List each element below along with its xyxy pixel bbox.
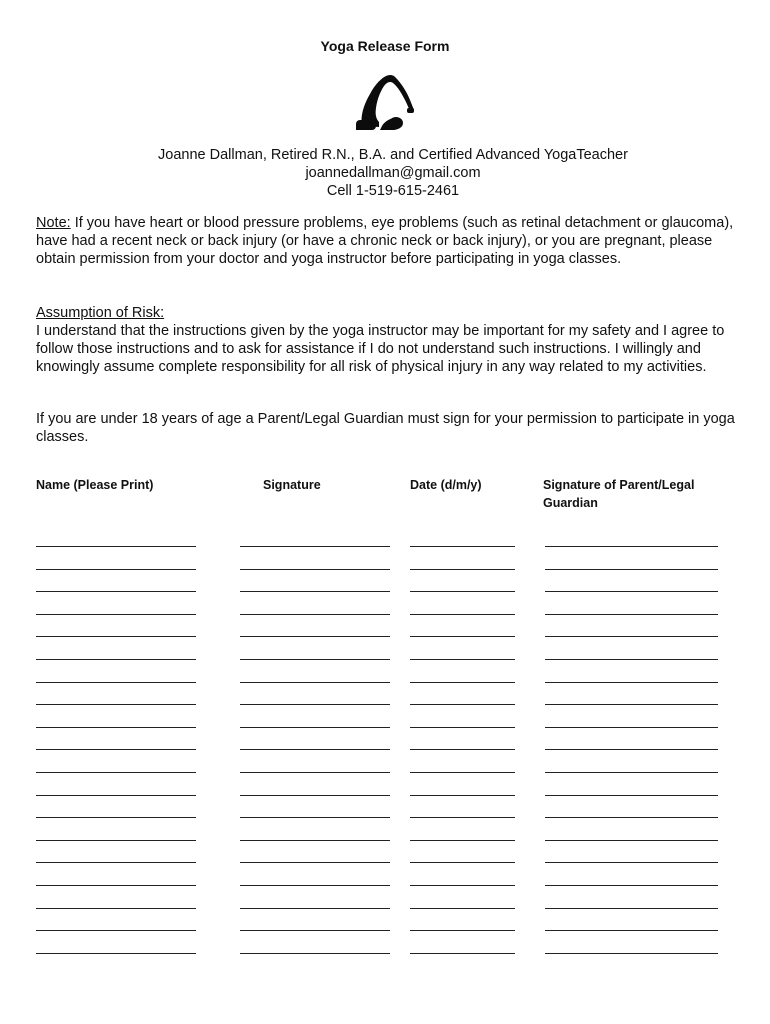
name-field[interactable] [36, 749, 196, 750]
guardian-signature-field[interactable] [545, 885, 718, 886]
guardian-signature-field[interactable] [545, 682, 718, 683]
date-field[interactable] [410, 885, 515, 886]
assumption-text: I understand that the instructions given by the yoga instructor may be important for my safety and I agree to follow those instructions and to ask for assistance if I do not understand such instructions. I willingly and knowingly assume complete responsibility for all risk of physical injury in any way related to my activities. [36, 323, 725, 375]
table-row [0, 908, 770, 910]
signature-field[interactable] [240, 546, 390, 547]
signature-field[interactable] [240, 636, 390, 637]
name-field[interactable] [36, 591, 196, 592]
table-row [0, 727, 770, 729]
table-row [0, 659, 770, 661]
signature-field[interactable] [240, 862, 390, 863]
guardian-signature-field[interactable] [545, 704, 718, 705]
date-field[interactable] [410, 772, 515, 773]
signature-field[interactable] [240, 682, 390, 683]
guardian-signature-field[interactable] [545, 795, 718, 796]
table-row [0, 636, 770, 638]
name-field[interactable] [36, 953, 196, 954]
guardian-signature-field[interactable] [545, 908, 718, 909]
column-header-date: Date (d/m/y) [410, 478, 482, 492]
date-field[interactable] [410, 795, 515, 796]
date-field[interactable] [410, 591, 515, 592]
date-field[interactable] [410, 682, 515, 683]
table-row [0, 546, 770, 548]
table-row [0, 614, 770, 616]
guardian-signature-field[interactable] [545, 862, 718, 863]
signature-field[interactable] [240, 749, 390, 750]
name-field[interactable] [36, 840, 196, 841]
guardian-signature-field[interactable] [545, 636, 718, 637]
name-field[interactable] [36, 930, 196, 931]
name-field[interactable] [36, 682, 196, 683]
assumption-of-risk [36, 304, 736, 376]
date-field[interactable] [410, 546, 515, 547]
signature-field[interactable] [240, 817, 390, 818]
health-note [36, 214, 736, 268]
guardian-signature-field[interactable] [545, 591, 718, 592]
guardian-signature-field[interactable] [545, 546, 718, 547]
name-field[interactable] [36, 908, 196, 909]
signature-field[interactable] [240, 704, 390, 705]
guardian-signature-field[interactable] [545, 953, 718, 954]
table-row [0, 930, 770, 932]
column-header-signature: Signature [263, 478, 321, 492]
minor-notice: If you are under 18 years of age a Parent/Legal Guardian must sign for your permission to participate in yoga classes. [36, 411, 735, 445]
table-row [0, 591, 770, 593]
date-field[interactable] [410, 727, 515, 728]
signature-field[interactable] [240, 591, 390, 592]
signature-field[interactable] [240, 908, 390, 909]
date-field[interactable] [410, 636, 515, 637]
name-field[interactable] [36, 569, 196, 570]
signature-field[interactable] [240, 953, 390, 954]
guardian-signature-field[interactable] [545, 727, 718, 728]
date-field[interactable] [410, 704, 515, 705]
table-row [0, 682, 770, 684]
date-field[interactable] [410, 614, 515, 615]
signature-field[interactable] [240, 885, 390, 886]
name-field[interactable] [36, 636, 196, 637]
guardian-signature-field[interactable] [545, 659, 718, 660]
guardian-signature-field[interactable] [545, 817, 718, 818]
signature-field[interactable] [240, 569, 390, 570]
yoga-plow-pose-silhouette-icon [352, 70, 416, 132]
name-field[interactable] [36, 614, 196, 615]
guardian-signature-field[interactable] [545, 840, 718, 841]
table-row [0, 885, 770, 887]
guardian-signature-field[interactable] [545, 772, 718, 773]
date-field[interactable] [410, 569, 515, 570]
name-field[interactable] [36, 795, 196, 796]
instructor-email: joannedallman@gmail.com [305, 165, 481, 181]
table-row [0, 749, 770, 751]
table-row [0, 817, 770, 819]
name-field[interactable] [36, 659, 196, 660]
table-row [0, 862, 770, 864]
table-row [0, 795, 770, 797]
signature-field[interactable] [240, 795, 390, 796]
instructor-name: Joanne Dallman, Retired R.N., B.A. and Certified Advanced YogaTeacher [158, 147, 628, 163]
name-field[interactable] [36, 727, 196, 728]
name-field[interactable] [36, 862, 196, 863]
form-title: Yoga Release Form [320, 38, 450, 54]
signature-field[interactable] [240, 772, 390, 773]
signature-field[interactable] [240, 614, 390, 615]
instructor-phone: Cell 1-519-615-2461 [326, 183, 460, 199]
signature-field[interactable] [240, 727, 390, 728]
table-row [0, 772, 770, 774]
guardian-signature-field[interactable] [545, 930, 718, 931]
instructor-contact [0, 146, 770, 200]
date-field[interactable] [410, 953, 515, 954]
table-row [0, 953, 770, 955]
signature-field[interactable] [240, 930, 390, 931]
signature-field[interactable] [240, 840, 390, 841]
assumption-heading: Assumption of Risk: [36, 305, 165, 321]
note-text: If you have heart or blood pressure problems, eye problems (such as retinal detachment or glaucoma), have had a recent neck or back injury (or have a chronic neck or back injury), or you are pregnant, please obtain permission from your doctor and yoga instructor before participating in yoga classes. [36, 215, 734, 267]
guardian-signature-field[interactable] [545, 749, 718, 750]
guardian-signature-field[interactable] [545, 569, 718, 570]
date-field[interactable] [410, 817, 515, 818]
date-field[interactable] [410, 659, 515, 660]
note-heading: Note: [36, 215, 71, 231]
table-row [0, 840, 770, 842]
name-field[interactable] [36, 546, 196, 547]
name-field[interactable] [36, 817, 196, 818]
column-header-name: Name (Please Print) [36, 478, 154, 492]
signature-field[interactable] [240, 659, 390, 660]
table-row [0, 704, 770, 706]
date-field[interactable] [410, 908, 515, 909]
name-field[interactable] [36, 885, 196, 886]
table-row [0, 569, 770, 571]
guardian-signature-field[interactable] [545, 614, 718, 615]
date-field[interactable] [410, 840, 515, 841]
name-field[interactable] [36, 704, 196, 705]
date-field[interactable] [410, 930, 515, 931]
column-header-guardian-signature: Signature of Parent/Legal Guardian [543, 478, 695, 510]
name-field[interactable] [36, 772, 196, 773]
date-field[interactable] [410, 749, 515, 750]
date-field[interactable] [410, 862, 515, 863]
